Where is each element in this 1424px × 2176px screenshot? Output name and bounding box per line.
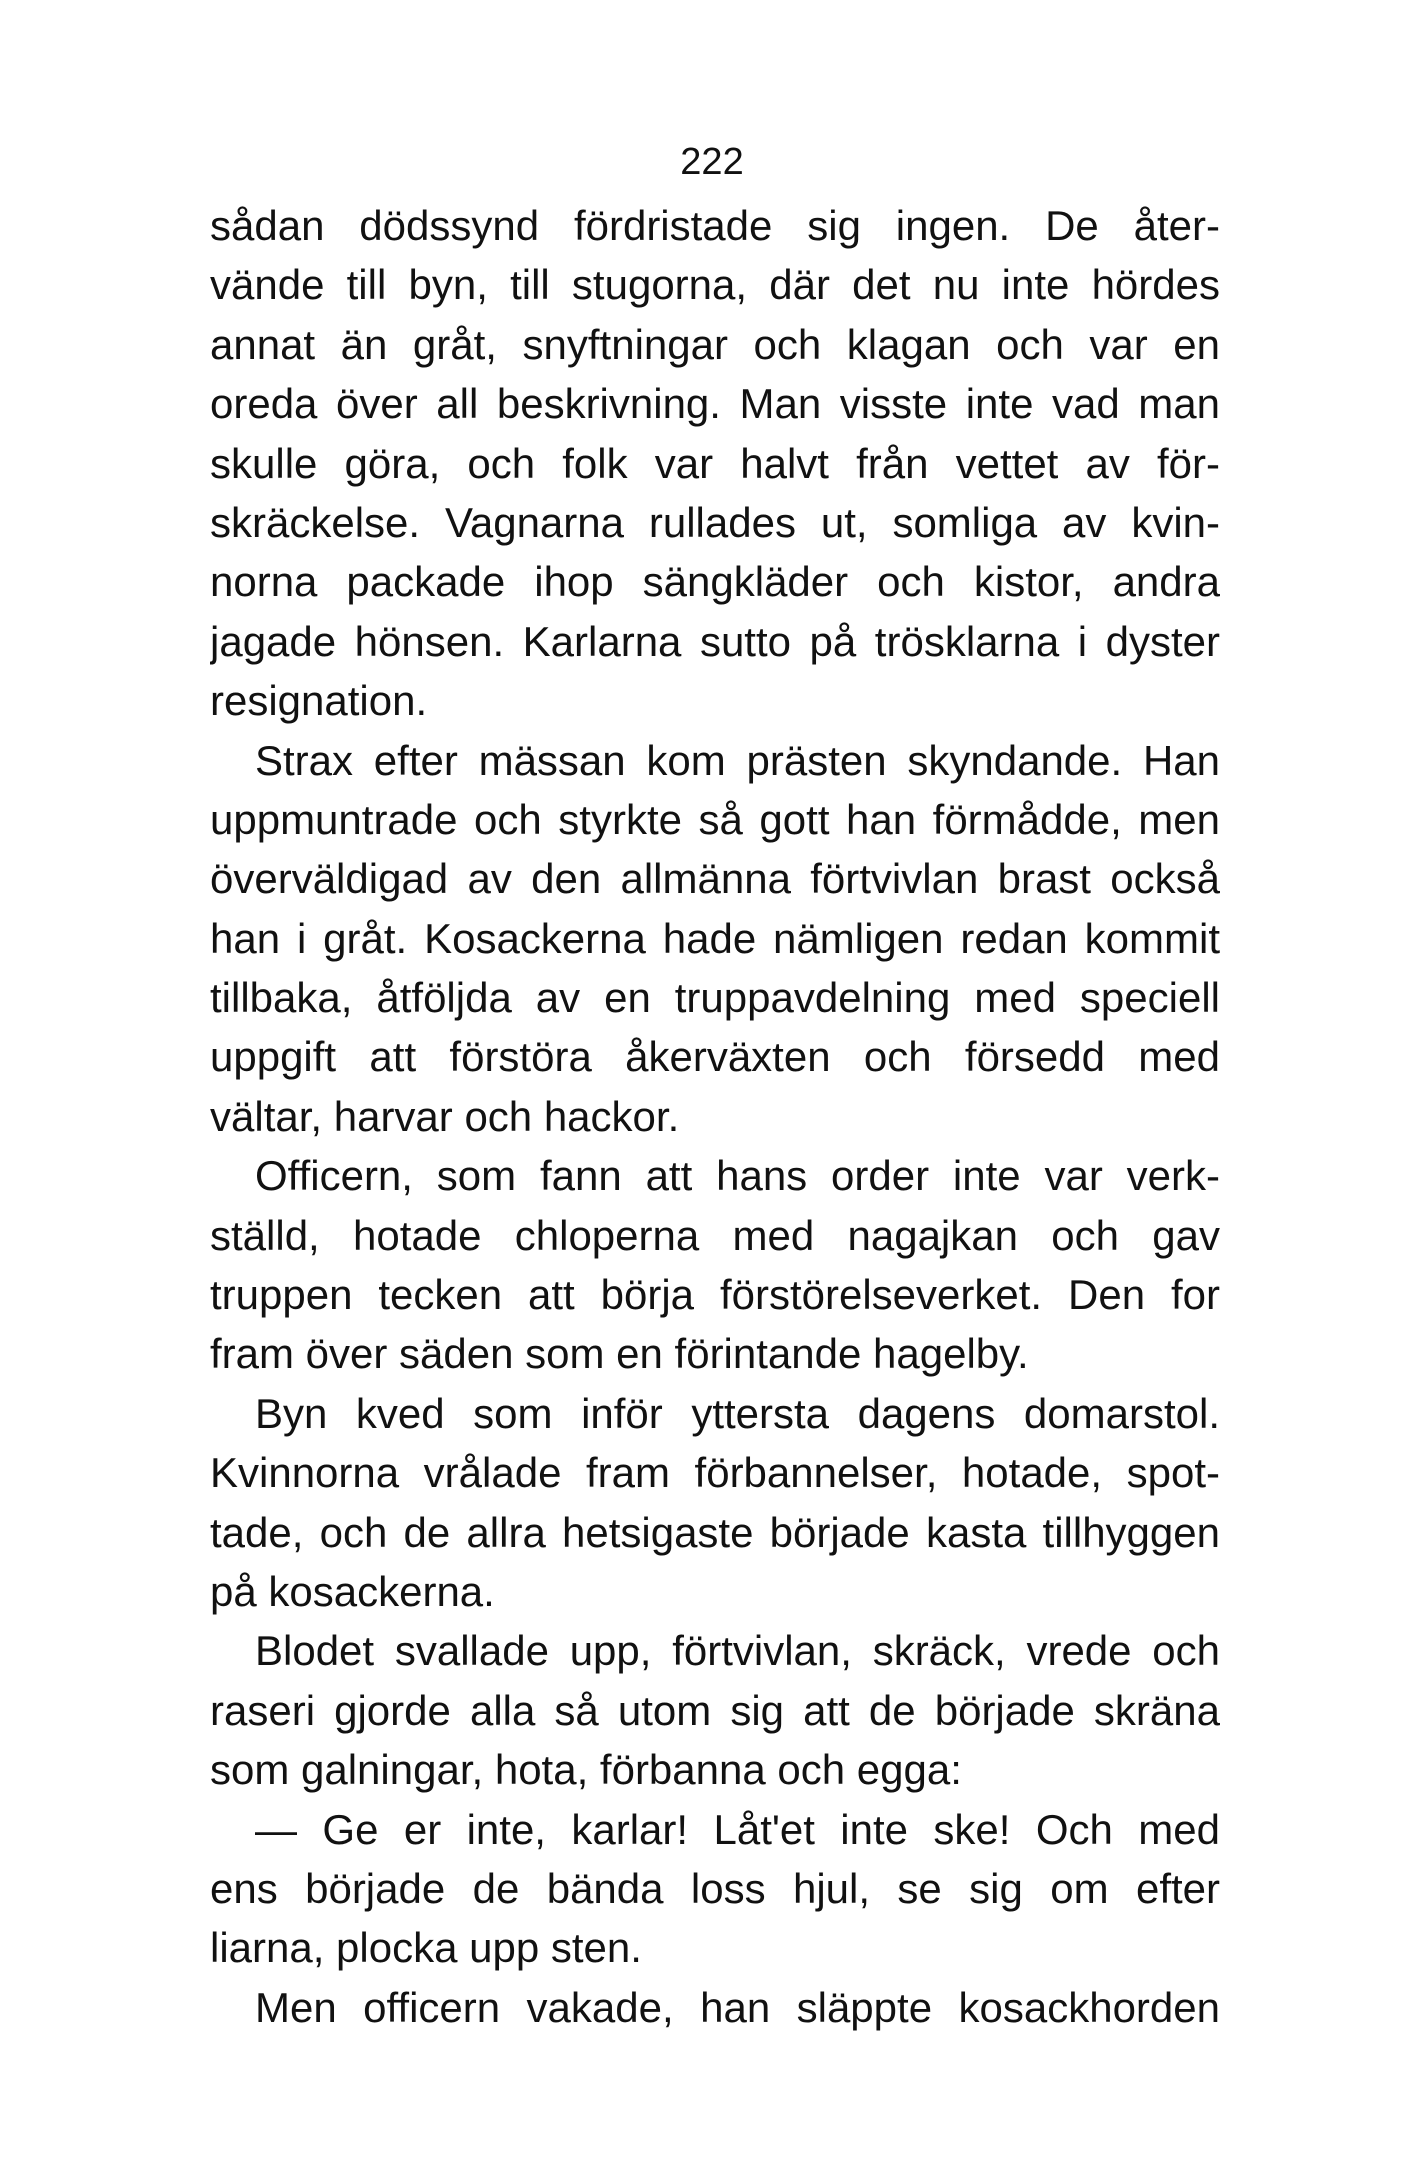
text-line: uppgift att förstöra åkerväxten och försedd med — [210, 1033, 1220, 1081]
text-line: Kvinnorna vrålade fram förbannelser, hotade, spot- — [210, 1449, 1220, 1497]
body-text — [210, 196, 1220, 2037]
text-line: Officern, som fann att hans order inte var verk- — [255, 1152, 1220, 1200]
text-line: norna packade ihop sängkläder och kistor, andra — [210, 558, 1220, 606]
text-line: Men officern vakade, han släppte kosackhorden — [255, 1983, 1220, 2031]
text-line: ställd, hotade chloperna med nagajkan och gav — [210, 1211, 1220, 1259]
text-line: skulle göra, och folk var halvt från vettet av för- — [210, 439, 1220, 487]
text-line: ens började de bända loss hjul, se sig om efter — [210, 1864, 1220, 1912]
text-line: som galningar, hota, förbanna och egga: — [210, 1746, 962, 1794]
text-line: Strax efter mässan kom prästen skyndande. Han — [255, 736, 1220, 784]
text-line: uppmuntrade och styrkte så gott han förmådde, men — [210, 795, 1220, 843]
text-line: — Ge er inte, karlar! Låt'et inte ske! Och med — [255, 1805, 1220, 1853]
text-line: vände till byn, till stugorna, där det nu inte hördes — [210, 261, 1220, 309]
text-line: annat än gråt, snyftningar och klagan och var en — [210, 320, 1220, 368]
text-line: truppen tecken att börja förstörelseverket. Den for — [210, 1271, 1220, 1319]
text-line: resignation. — [210, 677, 428, 725]
text-line: jagade hönsen. Karlarna sutto på trösklarna i dyster — [210, 617, 1220, 665]
text-line: Byn kved som inför yttersta dagens domarstol. — [255, 1389, 1220, 1437]
text-line: vältar, harvar och hackor. — [210, 1092, 680, 1140]
text-line: liarna, plocka upp sten. — [210, 1924, 642, 1972]
text-line: tade, och de allra hetsigaste började kasta tillhyggen — [210, 1508, 1220, 1556]
text-line: överväldigad av den allmänna förtvivlan brast också — [210, 855, 1220, 903]
text-line: sådan dödssynd fördristade sig ingen. De åter- — [210, 202, 1220, 249]
text-line: han i gråt. Kosackerna hade nämligen redan kommit — [210, 914, 1220, 962]
text-line: raseri gjorde alla så utom sig att de började skräna — [210, 1686, 1220, 1734]
text-line: oreda över all beskrivning. Man visste inte vad man — [210, 380, 1220, 428]
text-line: på kosackerna. — [210, 1567, 495, 1615]
page-number: 222 — [680, 141, 744, 183]
text-line: skräckelse. Vagnarna rullades ut, somliga av kvin- — [210, 498, 1220, 546]
text-line: Blodet svallade upp, förtvivlan, skräck, vrede och — [255, 1627, 1220, 1675]
text-line: fram över säden som en förintande hagelby. — [210, 1330, 1029, 1378]
text-line: tillbaka, åtföljda av en truppavdelning med speciell — [210, 974, 1220, 1022]
